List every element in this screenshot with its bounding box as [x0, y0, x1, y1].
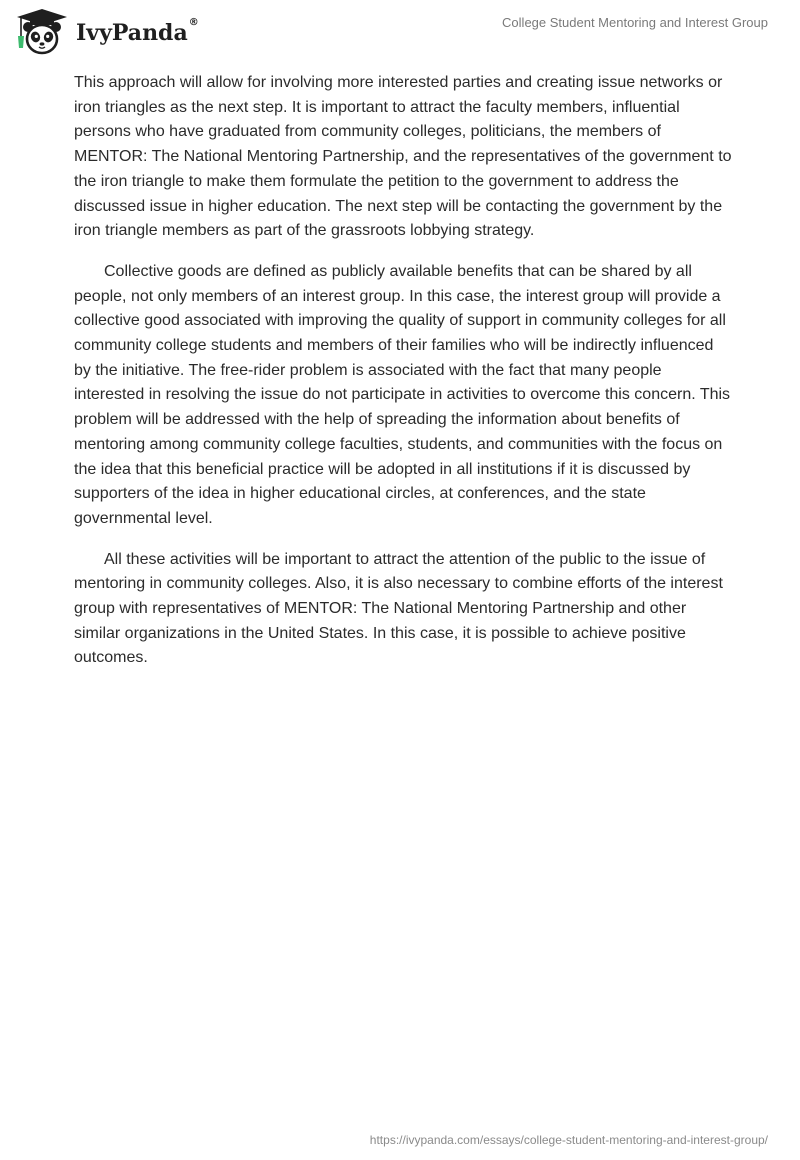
paragraph: All these activities will be important to attract the attention of the public to the issue of mentoring in community colleges. Also, it is also necessary to combine efforts of the interest group with representatives of MENTOR: The National Mentoring Partnership and other similar organizations in the United States. In this case, it is possible to achieve positive outcomes. [74, 550, 723, 667]
document-title: College Student Mentoring and Interest Group [502, 15, 768, 30]
registered-mark: ® [188, 17, 199, 28]
brand-logo[interactable] [14, 8, 199, 56]
essay-body [74, 71, 734, 687]
paragraph: Collective goods are defined as publicly available benefits that can be shared by all people, not only members of an interest group. In this case, the interest group will provide a collective good associated with improving the quality of support in community colleges for all community college students and members of their families who will be indirectly influenced by the initiative. The free-rider problem is associated with the fact that many people interested in resolving the issue do not participate in activities to overcome this concern. This problem will be addressed with the help of spreading the information about benefits of mentoring among community college faculties, students, and communities with the focus on the idea that this beneficial practice will be adopted in all institutions if it is discussed by supporters of the idea in higher educational circles, at conferences, and the state governmental level. [74, 262, 731, 527]
paragraph: This approach will allow for involving more interested parties and creating issue networks or iron triangles as the next step. It is important to attract the faculty members, influential persons who have graduated from community colleges, politicians, the members of MENTOR: The National Mentoring Partnership, and the representatives of the government to the iron triangle to make them formulate the petition to the government to address the discussed issue in higher education. The next step will be contacting the government by the iron triangle members as part of the grassroots lobbying strategy. [74, 74, 732, 240]
panda-graduate-icon [14, 8, 70, 56]
brand-name: IvyPanda® [76, 17, 199, 46]
page-header [0, 0, 800, 66]
source-url-link[interactable]: https://ivypanda.com/essays/college-student-mentoring-and-interest-group/ [369, 1133, 768, 1147]
